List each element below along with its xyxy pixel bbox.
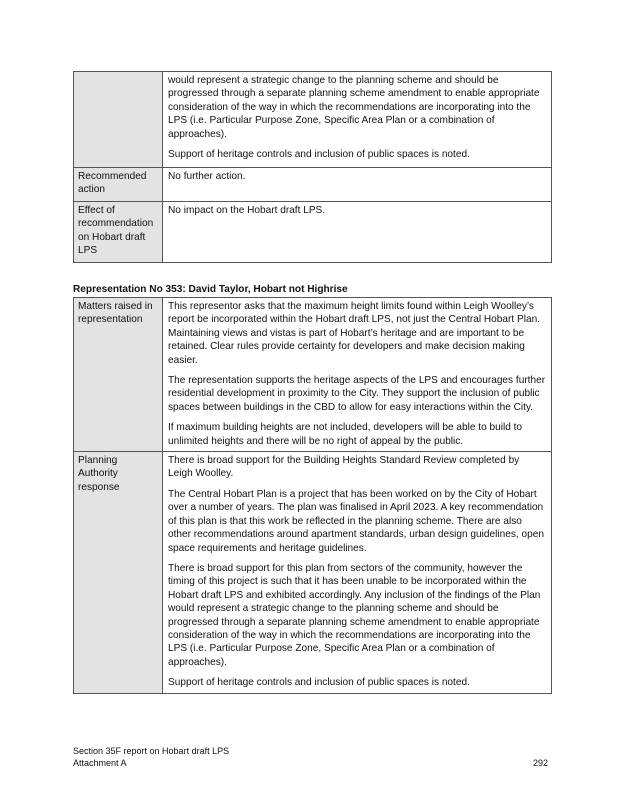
paragraph: Support of heritage controls and inclusion of public spaces is noted. [168, 149, 470, 161]
paragraph: If maximum building heights are not included, developers will be able to build to unlimited heights and there will be no right of appeal by the public. [168, 422, 523, 447]
table-row [74, 72, 552, 168]
paragraph: The Central Hobart Plan is a project that has been worked on by the City of Hobart over a number of years. The plan was finalised in April 2023. A key recommendation of this plan is that this work be reflected in the planning scheme. There are also other recommendations around apartment standards, urban design guidelines, open space requirements and heritage guidelines. [168, 488, 544, 554]
paragraph: This representor asks that the maximum height limits found within Leigh Woolley’s report be incorporated within the Hobart draft LPS, not just the Central Hobart Plan. Maintaining views and vistas is part of Hobart’s heritage and are important to be retained. Clear rules provide certainty for developers and make decision making easier. [168, 301, 540, 366]
row-content [163, 202, 552, 263]
paragraph: There is broad support for the Building Heights Standard Review completed by Leigh Woolley. [168, 455, 520, 480]
paragraph: No further action. [168, 171, 246, 182]
representation-heading: Representation No 353: David Taylor, Hobart not Highrise [73, 284, 348, 295]
row-content [163, 72, 552, 168]
footer-line: Section 35F report on Hobart draft LPS [73, 746, 230, 756]
page-footer [73, 745, 229, 769]
table-row [74, 168, 552, 202]
row-label: Recommended action [74, 168, 163, 202]
table-row [74, 452, 552, 694]
row-content [163, 168, 552, 202]
paragraph: The representation supports the heritage aspects of the LPS and encourages further residential development in proximity to the City. They support the inclusion of public spaces between buildings in the CBD to allow for easy interactions within the City. [168, 375, 546, 413]
representation-table [73, 297, 552, 694]
row-label [74, 72, 163, 168]
row-content [163, 452, 552, 694]
row-label: Matters raised in representation [74, 298, 163, 452]
paragraph: Support of heritage controls and inclusion of public spaces is noted. [168, 677, 470, 689]
page-number: 292 [532, 758, 548, 768]
row-label: Effect of recommendation on Hobart draft LPS [74, 202, 163, 263]
paragraph: There is broad support for this plan from sectors of the community, however the timing of this project is such that it has been unable to be incorporated within the Hobart draft LPS and exhibited accordingly. Any inclusion of the findings of the Plan would represent a strategic change to the planning scheme and should be progressed through a separate planning scheme amendment to enable appropriate consideration of the way in which the recommendations are incorporating into the LPS (i.e. Particular Purpose Zone, Specific Area Plan or a combination of approaches). [168, 562, 541, 668]
paragraph: No impact on the Hobart draft LPS. [168, 205, 326, 216]
paragraph: would represent a strategic change to the planning scheme and should be progressed through a separate planning scheme amendment to enable appropriate consideration of the way in which the recommendations are incorporating into the LPS (i.e. Particular Purpose Zone, Specific Area Plan or a combination of approaches). [168, 75, 540, 140]
footer-line: Attachment A [73, 758, 127, 768]
row-label: Planning Authority response [74, 452, 163, 694]
table-row [74, 298, 552, 452]
continued-response-table [73, 71, 552, 263]
table-row [74, 202, 552, 263]
row-content [163, 298, 552, 452]
